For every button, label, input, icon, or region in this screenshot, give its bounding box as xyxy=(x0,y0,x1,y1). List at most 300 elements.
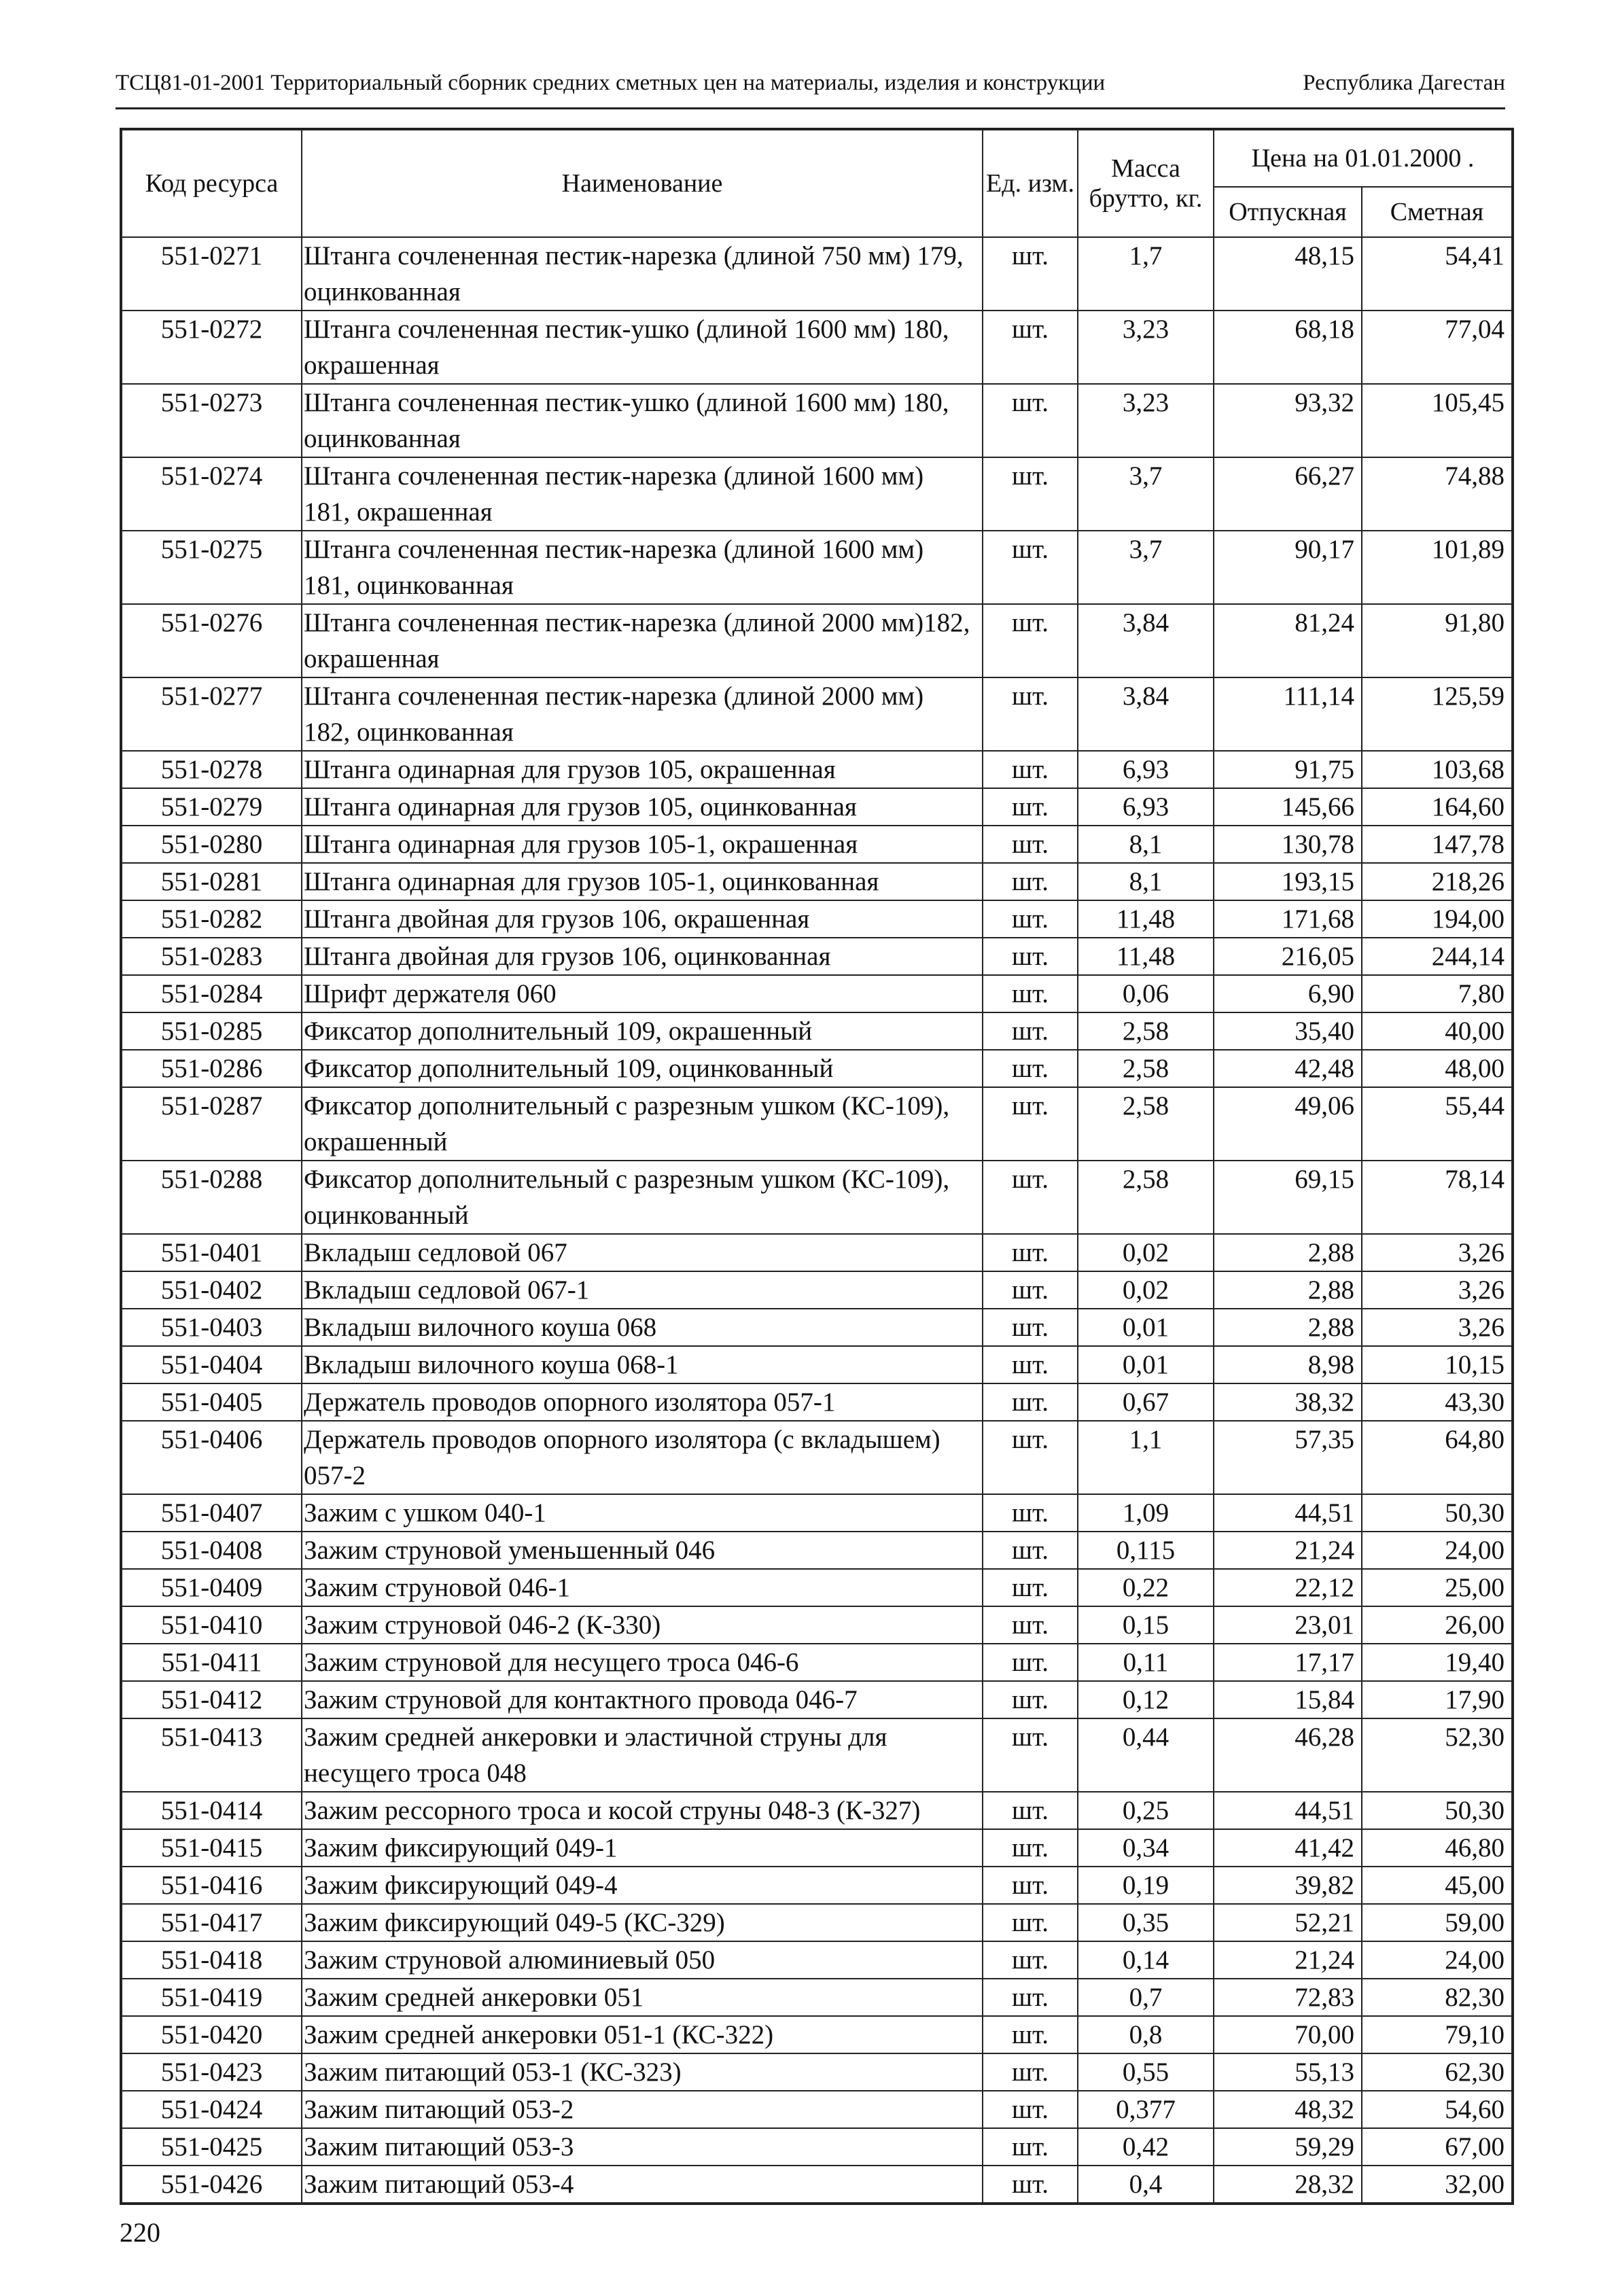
table-row xyxy=(121,1050,1513,1087)
estimate-price-cell: 103,68 xyxy=(1362,751,1513,788)
item-name-cell: Держатель проводов опорного изолятора 057-1 xyxy=(302,1383,983,1421)
item-name-cell: Зажим средней анкеровки 051 xyxy=(302,1979,983,2016)
resource-code-cell: 551-0274 xyxy=(121,457,302,531)
item-name-cell: Зажим питающий 053-1 (КС-323) xyxy=(302,2053,983,2091)
estimate-price-cell: 40,00 xyxy=(1362,1012,1513,1050)
release-price-cell: 69,15 xyxy=(1214,1161,1362,1234)
estimate-price-cell: 67,00 xyxy=(1362,2128,1513,2166)
table-row xyxy=(121,457,1513,531)
release-price-cell: 91,75 xyxy=(1214,751,1362,788)
release-price-cell: 41,42 xyxy=(1214,1829,1362,1867)
release-price-cell: 2,88 xyxy=(1214,1234,1362,1271)
price-table xyxy=(120,128,1514,2205)
table-row xyxy=(121,1532,1513,1569)
unit-cell: шт. xyxy=(983,2128,1078,2166)
estimate-price-cell: 24,00 xyxy=(1362,1941,1513,1979)
release-price-cell: 38,32 xyxy=(1214,1383,1362,1421)
estimate-price-cell: 17,90 xyxy=(1362,1681,1513,1718)
resource-code-cell: 551-0401 xyxy=(121,1234,302,1271)
resource-code-cell: 551-0283 xyxy=(121,938,302,975)
mass-cell: 0,06 xyxy=(1078,975,1214,1012)
release-price-cell: 42,48 xyxy=(1214,1050,1362,1087)
table-row xyxy=(121,788,1513,826)
table-row xyxy=(121,826,1513,863)
item-name-cell: Фиксатор дополнительный 109, оцинкованный xyxy=(302,1050,983,1087)
resource-code-cell: 551-0426 xyxy=(121,2166,302,2204)
item-name-cell: Зажим струновой 046-2 (К-330) xyxy=(302,1606,983,1644)
mass-cell: 0,35 xyxy=(1078,1904,1214,1941)
release-price-cell: 66,27 xyxy=(1214,457,1362,531)
unit-cell: шт. xyxy=(983,863,1078,900)
release-price-cell: 90,17 xyxy=(1214,531,1362,604)
resource-code-cell: 551-0424 xyxy=(121,2091,302,2128)
mass-cell: 0,55 xyxy=(1078,2053,1214,2091)
release-price-cell: 15,84 xyxy=(1214,1681,1362,1718)
table-row xyxy=(121,384,1513,457)
resource-code-cell: 551-0284 xyxy=(121,975,302,1012)
resource-code-cell: 551-0413 xyxy=(121,1718,302,1792)
unit-cell: шт. xyxy=(983,384,1078,457)
estimate-price-cell: 24,00 xyxy=(1362,1532,1513,1569)
resource-code-cell: 551-0408 xyxy=(121,1532,302,1569)
mass-cell: 0,42 xyxy=(1078,2128,1214,2166)
table-row xyxy=(121,531,1513,604)
resource-code-cell: 551-0404 xyxy=(121,1346,302,1383)
resource-code-cell: 551-0272 xyxy=(121,311,302,384)
estimate-price-cell: 26,00 xyxy=(1362,1606,1513,1644)
table-row xyxy=(121,1979,1513,2016)
unit-cell: шт. xyxy=(983,1904,1078,1941)
resource-code-cell: 551-0407 xyxy=(121,1494,302,1532)
release-price-cell: 21,24 xyxy=(1214,1532,1362,1569)
item-name-cell: Штанга сочлененная пестик-нарезка (длиной 2000 мм) 182, оцинкованная xyxy=(302,677,983,751)
item-name-cell: Штанга двойная для грузов 106, оцинкованная xyxy=(302,938,983,975)
mass-cell: 1,09 xyxy=(1078,1494,1214,1532)
estimate-price-cell: 54,41 xyxy=(1362,237,1513,311)
mass-cell: 0,377 xyxy=(1078,2091,1214,2128)
item-name-cell: Штанга сочлененная пестик-нарезка (длиной 750 мм) 179, оцинкованная xyxy=(302,237,983,311)
estimate-price-cell: 78,14 xyxy=(1362,1161,1513,1234)
item-name-cell: Зажим питающий 053-4 xyxy=(302,2166,983,2204)
item-name-cell: Зажим питающий 053-3 xyxy=(302,2128,983,2166)
estimate-price-cell: 32,00 xyxy=(1362,2166,1513,2204)
unit-cell: шт. xyxy=(983,2053,1078,2091)
release-price-cell: 171,68 xyxy=(1214,900,1362,938)
release-price-cell: 8,98 xyxy=(1214,1346,1362,1383)
table-row xyxy=(121,1161,1513,1234)
unit-cell: шт. xyxy=(983,1569,1078,1606)
release-price-cell: 48,32 xyxy=(1214,2091,1362,2128)
item-name-cell: Штанга сочлененная пестик-нарезка (длиной 1600 мм) 181, оцинкованная xyxy=(302,531,983,604)
item-name-cell: Вкладыш седловой 067 xyxy=(302,1234,983,1271)
unit-cell: шт. xyxy=(983,1271,1078,1309)
item-name-cell: Фиксатор дополнительный 109, окрашенный xyxy=(302,1012,983,1050)
unit-cell: шт. xyxy=(983,826,1078,863)
unit-cell: шт. xyxy=(983,457,1078,531)
estimate-price-cell: 25,00 xyxy=(1362,1569,1513,1606)
table-body xyxy=(121,237,1513,2204)
release-price-cell: 6,90 xyxy=(1214,975,1362,1012)
unit-cell: шт. xyxy=(983,2091,1078,2128)
mass-cell: 3,23 xyxy=(1078,311,1214,384)
estimate-price-cell: 91,80 xyxy=(1362,604,1513,677)
release-price-cell: 68,18 xyxy=(1214,311,1362,384)
col-header-price-group: Цена на 01.01.2000 . xyxy=(1214,129,1513,187)
item-name-cell: Штанга сочлененная пестик-нарезка (длиной 2000 мм)182, окрашенная xyxy=(302,604,983,677)
release-price-cell: 130,78 xyxy=(1214,826,1362,863)
resource-code-cell: 551-0405 xyxy=(121,1383,302,1421)
table-row xyxy=(121,1867,1513,1904)
table-row xyxy=(121,1941,1513,1979)
table-row xyxy=(121,1904,1513,1941)
release-price-cell: 48,15 xyxy=(1214,237,1362,311)
estimate-price-cell: 105,45 xyxy=(1362,384,1513,457)
unit-cell: шт. xyxy=(983,1644,1078,1681)
item-name-cell: Вкладыш вилочного коуша 068-1 xyxy=(302,1346,983,1383)
item-name-cell: Зажим средней анкеровки и эластичной струны для несущего троса 048 xyxy=(302,1718,983,1792)
estimate-price-cell: 101,89 xyxy=(1362,531,1513,604)
unit-cell: шт. xyxy=(983,1383,1078,1421)
resource-code-cell: 551-0279 xyxy=(121,788,302,826)
mass-cell: 1,1 xyxy=(1078,1421,1214,1494)
mass-cell: 6,93 xyxy=(1078,788,1214,826)
resource-code-cell: 551-0406 xyxy=(121,1421,302,1494)
mass-cell: 0,02 xyxy=(1078,1234,1214,1271)
unit-cell: шт. xyxy=(983,1494,1078,1532)
unit-cell: шт. xyxy=(983,677,1078,751)
header-title: ТСЦ81-01-2001 Территориальный сборник средних сметных цен на материалы, изделия и конструкции xyxy=(116,71,1106,95)
unit-cell: шт. xyxy=(983,975,1078,1012)
estimate-price-cell: 3,26 xyxy=(1362,1309,1513,1346)
unit-cell: шт. xyxy=(983,1792,1078,1829)
release-price-cell: 23,01 xyxy=(1214,1606,1362,1644)
item-name-cell: Зажим рессорного троса и косой струны 048-3 (К-327) xyxy=(302,1792,983,1829)
table-row xyxy=(121,677,1513,751)
item-name-cell: Фиксатор дополнительный с разрезным ушком (КС-109), оцинкованный xyxy=(302,1161,983,1234)
estimate-price-cell: 10,15 xyxy=(1362,1346,1513,1383)
mass-cell: 0,14 xyxy=(1078,1941,1214,1979)
resource-code-cell: 551-0287 xyxy=(121,1087,302,1161)
table-row xyxy=(121,975,1513,1012)
mass-cell: 0,19 xyxy=(1078,1867,1214,1904)
item-name-cell: Зажим струновой уменьшенный 046 xyxy=(302,1532,983,1569)
unit-cell: шт. xyxy=(983,1606,1078,1644)
release-price-cell: 59,29 xyxy=(1214,2128,1362,2166)
mass-cell: 0,25 xyxy=(1078,1792,1214,1829)
mass-cell: 0,7 xyxy=(1078,1979,1214,2016)
item-name-cell: Штанга одинарная для грузов 105-1, окрашенная xyxy=(302,826,983,863)
resource-code-cell: 551-0275 xyxy=(121,531,302,604)
estimate-price-cell: 52,30 xyxy=(1362,1718,1513,1792)
estimate-price-cell: 59,00 xyxy=(1362,1904,1513,1941)
item-name-cell: Зажим питающий 053-2 xyxy=(302,2091,983,2128)
resource-code-cell: 551-0273 xyxy=(121,384,302,457)
release-price-cell: 39,82 xyxy=(1214,1867,1362,1904)
unit-cell: шт. xyxy=(983,2166,1078,2204)
unit-cell: шт. xyxy=(983,1979,1078,2016)
release-price-cell: 28,32 xyxy=(1214,2166,1362,2204)
release-price-cell: 44,51 xyxy=(1214,1792,1362,1829)
unit-cell: шт. xyxy=(983,938,1078,975)
unit-cell: шт. xyxy=(983,751,1078,788)
item-name-cell: Зажим фиксирующий 049-5 (КС-329) xyxy=(302,1904,983,1941)
unit-cell: шт. xyxy=(983,1309,1078,1346)
estimate-price-cell: 82,30 xyxy=(1362,1979,1513,2016)
mass-cell: 0,15 xyxy=(1078,1606,1214,1644)
item-name-cell: Шрифт держателя 060 xyxy=(302,975,983,1012)
item-name-cell: Штанга сочлененная пестик-нарезка (длиной 1600 мм) 181, окрашенная xyxy=(302,457,983,531)
estimate-price-cell: 64,80 xyxy=(1362,1421,1513,1494)
release-price-cell: 111,14 xyxy=(1214,677,1362,751)
item-name-cell: Держатель проводов опорного изолятора (с вкладышем) 057-2 xyxy=(302,1421,983,1494)
mass-cell: 0,02 xyxy=(1078,1271,1214,1309)
estimate-price-cell: 50,30 xyxy=(1362,1494,1513,1532)
col-header-name: Наименование xyxy=(302,129,983,237)
mass-cell: 0,115 xyxy=(1078,1532,1214,1569)
release-price-cell: 216,05 xyxy=(1214,938,1362,975)
release-price-cell: 72,83 xyxy=(1214,1979,1362,2016)
resource-code-cell: 551-0411 xyxy=(121,1644,302,1681)
item-name-cell: Штанга одинарная для грузов 105-1, оцинкованная xyxy=(302,863,983,900)
mass-cell: 2,58 xyxy=(1078,1012,1214,1050)
mass-cell: 3,23 xyxy=(1078,384,1214,457)
estimate-price-cell: 74,88 xyxy=(1362,457,1513,531)
release-price-cell: 57,35 xyxy=(1214,1421,1362,1494)
table-row xyxy=(121,1792,1513,1829)
mass-cell: 1,7 xyxy=(1078,237,1214,311)
unit-cell: шт. xyxy=(983,1532,1078,1569)
unit-cell: шт. xyxy=(983,1718,1078,1792)
mass-cell: 3,7 xyxy=(1078,531,1214,604)
col-header-estimate-price: Сметная xyxy=(1362,187,1513,237)
release-price-cell: 2,88 xyxy=(1214,1309,1362,1346)
estimate-price-cell: 77,04 xyxy=(1362,311,1513,384)
resource-code-cell: 551-0276 xyxy=(121,604,302,677)
estimate-price-cell: 7,80 xyxy=(1362,975,1513,1012)
unit-cell: шт. xyxy=(983,1234,1078,1271)
resource-code-cell: 551-0412 xyxy=(121,1681,302,1718)
unit-cell: шт. xyxy=(983,1346,1078,1383)
release-price-cell: 193,15 xyxy=(1214,863,1362,900)
table-row xyxy=(121,1569,1513,1606)
table-row xyxy=(121,1309,1513,1346)
release-price-cell: 52,21 xyxy=(1214,1904,1362,1941)
unit-cell: шт. xyxy=(983,531,1078,604)
unit-cell: шт. xyxy=(983,604,1078,677)
estimate-price-cell: 62,30 xyxy=(1362,2053,1513,2091)
item-name-cell: Зажим струновой для несущего троса 046-6 xyxy=(302,1644,983,1681)
unit-cell: шт. xyxy=(983,311,1078,384)
table-row xyxy=(121,2128,1513,2166)
resource-code-cell: 551-0415 xyxy=(121,1829,302,1867)
estimate-price-cell: 147,78 xyxy=(1362,826,1513,863)
col-header-code: Код ресурса xyxy=(121,129,302,237)
item-name-cell: Зажим фиксирующий 049-4 xyxy=(302,1867,983,1904)
item-name-cell: Штанга одинарная для грузов 105, окрашенная xyxy=(302,751,983,788)
item-name-cell: Штанга сочлененная пестик-ушко (длиной 1600 мм) 180, оцинкованная xyxy=(302,384,983,457)
estimate-price-cell: 55,44 xyxy=(1362,1087,1513,1161)
unit-cell: шт. xyxy=(983,1012,1078,1050)
resource-code-cell: 551-0423 xyxy=(121,2053,302,2091)
table-row xyxy=(121,1012,1513,1050)
table-row xyxy=(121,1829,1513,1867)
mass-cell: 0,4 xyxy=(1078,2166,1214,2204)
mass-cell: 2,58 xyxy=(1078,1050,1214,1087)
unit-cell: шт. xyxy=(983,1050,1078,1087)
page-header xyxy=(116,67,1505,109)
unit-cell: шт. xyxy=(983,2016,1078,2053)
item-name-cell: Штанга двойная для грузов 106, окрашенная xyxy=(302,900,983,938)
resource-code-cell: 551-0277 xyxy=(121,677,302,751)
estimate-price-cell: 45,00 xyxy=(1362,1867,1513,1904)
unit-cell: шт. xyxy=(983,1421,1078,1494)
release-price-cell: 22,12 xyxy=(1214,1569,1362,1606)
unit-cell: шт. xyxy=(983,1681,1078,1718)
item-name-cell: Зажим средней анкеровки 051-1 (КС-322) xyxy=(302,2016,983,2053)
item-name-cell: Вкладыш вилочного коуша 068 xyxy=(302,1309,983,1346)
mass-cell: 0,11 xyxy=(1078,1644,1214,1681)
item-name-cell: Фиксатор дополнительный с разрезным ушком (КС-109), окрашенный xyxy=(302,1087,983,1161)
table-row xyxy=(121,1087,1513,1161)
item-name-cell: Вкладыш седловой 067-1 xyxy=(302,1271,983,1309)
resource-code-cell: 551-0288 xyxy=(121,1161,302,1234)
release-price-cell: 93,32 xyxy=(1214,384,1362,457)
table-row xyxy=(121,751,1513,788)
item-name-cell: Зажим струновой 046-1 xyxy=(302,1569,983,1606)
estimate-price-cell: 19,40 xyxy=(1362,1644,1513,1681)
table-row xyxy=(121,1494,1513,1532)
table-row xyxy=(121,2091,1513,2128)
mass-cell: 3,84 xyxy=(1078,677,1214,751)
mass-cell: 0,67 xyxy=(1078,1383,1214,1421)
release-price-cell: 46,28 xyxy=(1214,1718,1362,1792)
resource-code-cell: 551-0414 xyxy=(121,1792,302,1829)
table-row xyxy=(121,2166,1513,2204)
mass-cell: 0,01 xyxy=(1078,1309,1214,1346)
release-price-cell: 44,51 xyxy=(1214,1494,1362,1532)
item-name-cell: Штанга сочлененная пестик-ушко (длиной 1600 мм) 180, окрашенная xyxy=(302,311,983,384)
resource-code-cell: 551-0409 xyxy=(121,1569,302,1606)
mass-cell: 8,1 xyxy=(1078,826,1214,863)
resource-code-cell: 551-0282 xyxy=(121,900,302,938)
mass-cell: 0,01 xyxy=(1078,1346,1214,1383)
resource-code-cell: 551-0418 xyxy=(121,1941,302,1979)
release-price-cell: 17,17 xyxy=(1214,1644,1362,1681)
estimate-price-cell: 3,26 xyxy=(1362,1271,1513,1309)
mass-cell: 3,84 xyxy=(1078,604,1214,677)
estimate-price-cell: 218,26 xyxy=(1362,863,1513,900)
mass-cell: 6,93 xyxy=(1078,751,1214,788)
resource-code-cell: 551-0416 xyxy=(121,1867,302,1904)
mass-cell: 0,22 xyxy=(1078,1569,1214,1606)
resource-code-cell: 551-0425 xyxy=(121,2128,302,2166)
resource-code-cell: 551-0417 xyxy=(121,1904,302,1941)
table-row xyxy=(121,1271,1513,1309)
unit-cell: шт. xyxy=(983,1867,1078,1904)
mass-cell: 11,48 xyxy=(1078,900,1214,938)
release-price-cell: 145,66 xyxy=(1214,788,1362,826)
table-row xyxy=(121,311,1513,384)
resource-code-cell: 551-0419 xyxy=(121,1979,302,2016)
release-price-cell: 21,24 xyxy=(1214,1941,1362,1979)
table-row xyxy=(121,863,1513,900)
col-header-unit: Ед. изм. xyxy=(983,129,1078,237)
resource-code-cell: 551-0403 xyxy=(121,1309,302,1346)
resource-code-cell: 551-0280 xyxy=(121,826,302,863)
release-price-cell: 70,00 xyxy=(1214,2016,1362,2053)
estimate-price-cell: 50,30 xyxy=(1362,1792,1513,1829)
resource-code-cell: 551-0420 xyxy=(121,2016,302,2053)
mass-cell: 8,1 xyxy=(1078,863,1214,900)
release-price-cell: 81,24 xyxy=(1214,604,1362,677)
table-row xyxy=(121,1421,1513,1494)
resource-code-cell: 551-0402 xyxy=(121,1271,302,1309)
col-header-mass: Масса брутто, кг. xyxy=(1078,129,1214,237)
unit-cell: шт. xyxy=(983,1161,1078,1234)
item-name-cell: Зажим фиксирующий 049-1 xyxy=(302,1829,983,1867)
estimate-price-cell: 46,80 xyxy=(1362,1829,1513,1867)
table-row xyxy=(121,1606,1513,1644)
estimate-price-cell: 79,10 xyxy=(1362,2016,1513,2053)
release-price-cell: 35,40 xyxy=(1214,1012,1362,1050)
table-row xyxy=(121,938,1513,975)
page-number: 220 xyxy=(120,2217,160,2248)
mass-cell: 2,58 xyxy=(1078,1087,1214,1161)
mass-cell: 3,7 xyxy=(1078,457,1214,531)
resource-code-cell: 551-0281 xyxy=(121,863,302,900)
table-row xyxy=(121,1383,1513,1421)
resource-code-cell: 551-0278 xyxy=(121,751,302,788)
resource-code-cell: 551-0410 xyxy=(121,1606,302,1644)
unit-cell: шт. xyxy=(983,1941,1078,1979)
table-row xyxy=(121,2016,1513,2053)
item-name-cell: Зажим струновой для контактного провода 046-7 xyxy=(302,1681,983,1718)
table-row xyxy=(121,604,1513,677)
table-row xyxy=(121,900,1513,938)
table-row xyxy=(121,237,1513,311)
resource-code-cell: 551-0271 xyxy=(121,237,302,311)
estimate-price-cell: 125,59 xyxy=(1362,677,1513,751)
table-row xyxy=(121,1346,1513,1383)
release-price-cell: 49,06 xyxy=(1214,1087,1362,1161)
estimate-price-cell: 3,26 xyxy=(1362,1234,1513,1271)
mass-cell: 0,8 xyxy=(1078,2016,1214,2053)
release-price-cell: 2,88 xyxy=(1214,1271,1362,1309)
unit-cell: шт. xyxy=(983,900,1078,938)
item-name-cell: Штанга одинарная для грузов 105, оцинкованная xyxy=(302,788,983,826)
unit-cell: шт. xyxy=(983,788,1078,826)
header-region: Республика Дагестан xyxy=(1303,71,1505,95)
table-row xyxy=(121,2053,1513,2091)
estimate-price-cell: 194,00 xyxy=(1362,900,1513,938)
unit-cell: шт. xyxy=(983,1087,1078,1161)
resource-code-cell: 551-0286 xyxy=(121,1050,302,1087)
mass-cell: 2,58 xyxy=(1078,1161,1214,1234)
unit-cell: шт. xyxy=(983,1829,1078,1867)
table-row xyxy=(121,1681,1513,1718)
release-price-cell: 55,13 xyxy=(1214,2053,1362,2091)
item-name-cell: Зажим с ушком 040-1 xyxy=(302,1494,983,1532)
table-row xyxy=(121,1644,1513,1681)
table-row xyxy=(121,1718,1513,1792)
estimate-price-cell: 54,60 xyxy=(1362,2091,1513,2128)
estimate-price-cell: 48,00 xyxy=(1362,1050,1513,1087)
estimate-price-cell: 43,30 xyxy=(1362,1383,1513,1421)
mass-cell: 0,44 xyxy=(1078,1718,1214,1792)
estimate-price-cell: 164,60 xyxy=(1362,788,1513,826)
col-header-release-price: Отпускная xyxy=(1214,187,1362,237)
mass-cell: 0,34 xyxy=(1078,1829,1214,1867)
